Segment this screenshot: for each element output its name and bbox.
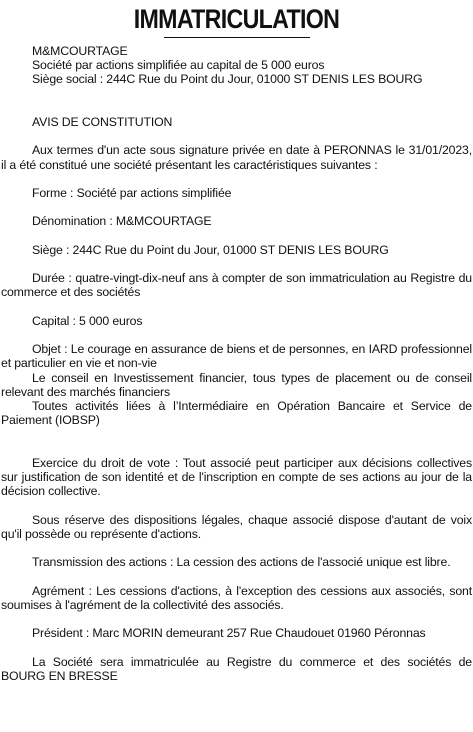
- paragraph-intro: Aux termes d'un acte sous signature privée en date à PERONNAS le 31/01/2023, il a été constitué une société présentant les caractéristiques suivantes :: [1, 143, 472, 172]
- company-header: [1, 44, 472, 87]
- paragraph-president: Président : Marc MORIN demeurant 257 Rue Chaudouet 01960 Péronnas: [32, 626, 426, 641]
- notice-title: IMMATRICULATION: [133, 4, 340, 34]
- paragraph-transmission: Transmission des actions : La cession des actions de l'associé unique est libre.: [32, 555, 451, 570]
- paragraph-forme: Forme : Société par actions simplifiée: [32, 185, 232, 200]
- paragraph-agrement: Agrément : Les cessions d'actions, à l'exception des cessions aux associés, sont soumises à l'agrément de la collectivité des associés.: [1, 583, 472, 612]
- paragraph-vote: Exercice du droit de vote : Tout associé peut participer aux décisions collectives sur justification de son identité et de l'inscription en compte de ses actions au jour de la décision collective.: [1, 455, 472, 499]
- paragraph-duree: Durée : quatre-vingt-dix-neuf ans à compter de son immatriculation au Registre du commerce et des sociétés: [1, 271, 472, 300]
- paragraph-siege: Siège : 244C Rue du Point du Jour, 01000 ST DENIS LES BOURG: [32, 242, 389, 257]
- notice-body: [1, 44, 472, 683]
- company-legal-form: Société par actions simplifiée au capital de 5 000 euros: [32, 58, 325, 73]
- paragraph-objet-3: Toutes activités liées à l’Intermédiaire en Opération Bancaire et Service de Paiement (IOBSP): [1, 398, 472, 428]
- paragraph-immatriculation: La Société sera immatriculée au Registre du commerce et des sociétés de BOURG EN BRESSE: [1, 654, 472, 683]
- paragraph-capital: Capital : 5 000 euros: [32, 313, 143, 328]
- section-title: AVIS DE CONSTITUTION: [32, 115, 173, 129]
- paragraph-reserve: Sous réserve des dispositions légales, chaque associé dispose d'autant de voix qu'il possède ou représente d'actions.: [1, 512, 472, 541]
- company-name: M&MCOURTAGE: [32, 44, 128, 58]
- paragraph-objet-1: Objet : Le courage en assurance de biens et de personnes, en IARD professionnel et particulier en vie et non-vie: [1, 342, 472, 371]
- company-registered-office: Siège social : 244C Rue du Point du Jour, 01000 ST DENIS LES BOURG: [32, 72, 423, 87]
- paragraph-denomination: Dénomination : M&MCOURTAGE: [32, 214, 212, 229]
- title-underline: [164, 37, 310, 38]
- paragraph-objet-2: Le conseil en Investissement financier, tous types de placement ou de conseil relevant des marchés financiers: [1, 370, 472, 399]
